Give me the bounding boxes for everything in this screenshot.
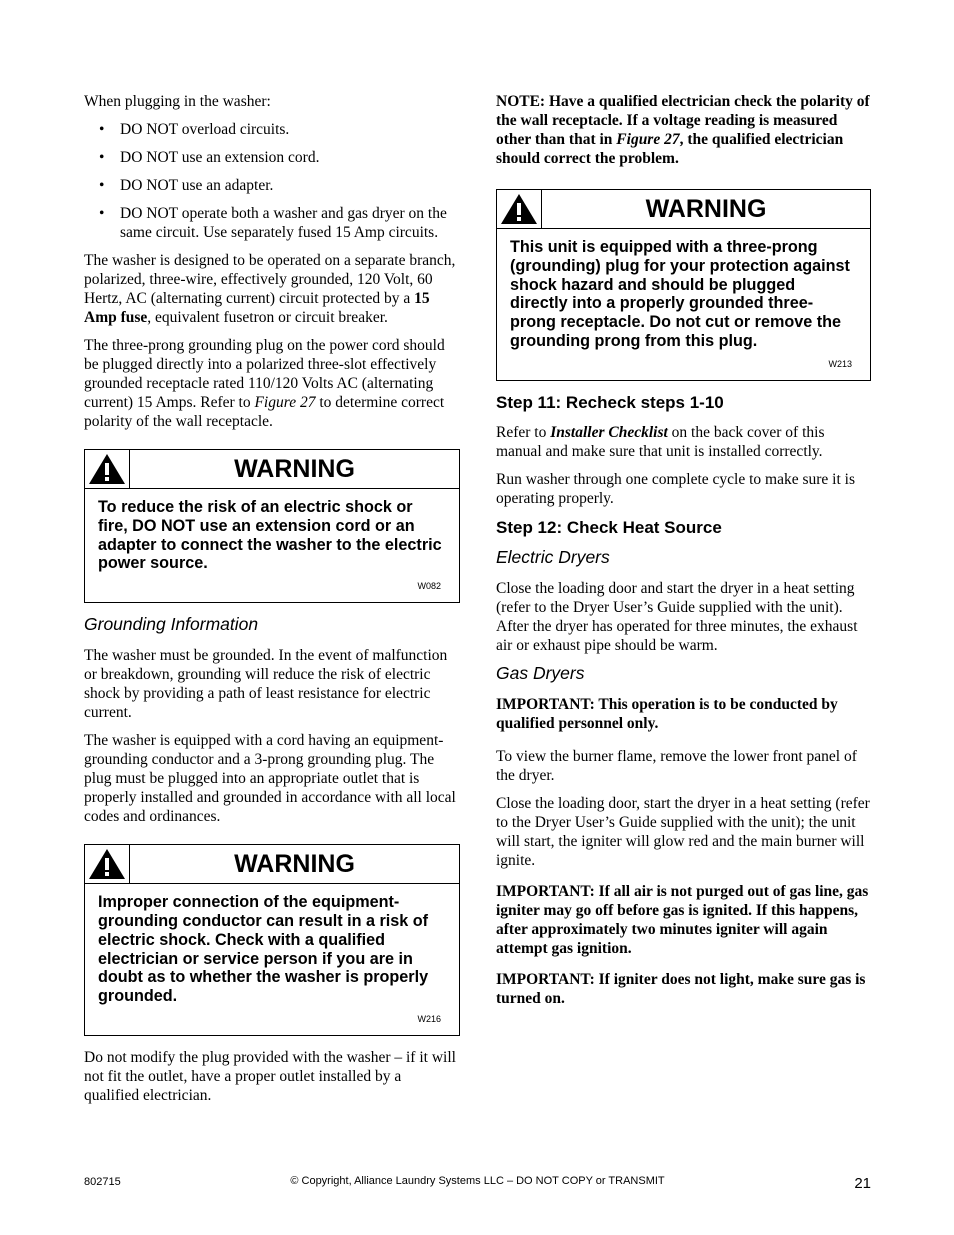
electric-dryers-heading: Electric Dryers bbox=[496, 546, 610, 567]
warning-triangle-icon bbox=[85, 845, 130, 883]
run-cycle-paragraph: Run washer through one complete cycle to make sure it is operating properly. bbox=[496, 470, 855, 507]
step-12-heading: Step 12: Check Heat Source bbox=[496, 517, 722, 537]
warning-box-three-prong bbox=[496, 189, 871, 381]
intro-text: When plugging in the washer: bbox=[84, 93, 271, 110]
bullet-icon: • bbox=[99, 121, 105, 138]
list-item: • DO NOT use an adapter. bbox=[99, 177, 274, 194]
warning-text: This unit is equipped with a three-prong (grounding) plug for your protection against shock hazard and should be plugged directly into a properly grounded three-prong receptacle. Do not cut or remove the grounding prong from this plug. bbox=[510, 238, 850, 350]
gas-dryers-heading: Gas Dryers bbox=[496, 662, 585, 683]
warning-triangle-icon bbox=[85, 450, 130, 488]
warning-triangle-icon bbox=[497, 190, 542, 228]
important-purge-note: IMPORTANT: If all air is not purged out of gas line, gas igniter may go off before gas is ignited. If this happens, after approximately two minutes igniter will again attempt gas ignition. bbox=[496, 882, 869, 957]
warning-box-extension-cord bbox=[84, 449, 460, 603]
document-number: 802715 bbox=[84, 1176, 121, 1188]
copyright-notice: © Copyright, Alliance Laundry Systems LLC – DO NOT COPY or TRANSMIT bbox=[290, 1175, 665, 1187]
warning-text: To reduce the risk of an electric shock or fire, DO NOT use an extension cord or an adapter to connect the washer to the electric power source. bbox=[98, 498, 442, 573]
warning-title: WARNING bbox=[645, 194, 767, 223]
electric-dryers-paragraph: Close the loading door and start the dryer in a heat setting (refer to the Dryer User’s Guide supplied with the unit). After the dryer has operated for three minutes, the exhaust air or exhaust pipe should be warm. bbox=[496, 579, 858, 654]
warning-title: WARNING bbox=[234, 849, 355, 878]
list-item: • DO NOT operate both a washer and gas dryer on the same circuit. Use separately fused 15 Amp circuits. bbox=[99, 205, 447, 241]
modify-plug-paragraph: Do not modify the plug provided with the washer – if it will not fit the outlet, have a proper outlet installed by a qualified electrician. bbox=[84, 1048, 456, 1104]
bullet-icon: • bbox=[99, 149, 105, 166]
circuit-paragraph: The washer is designed to be operated on a separate branch, polarized, three-wire, effectively grounded, 120 Volt, 60 Hertz, AC (alternating current) circuit protected by a 15 Amp fuse, equivalent fusetron or circuit breaker. bbox=[84, 252, 456, 326]
checklist-paragraph: Refer to Installer Checklist on the back cover of this manual and make sure that unit is installed correctly. bbox=[496, 423, 825, 460]
right-column bbox=[496, 92, 871, 1017]
burner-flame-paragraph: To view the burner flame, remove the lower front panel of the dryer. bbox=[496, 747, 857, 784]
grounding-paragraph: The washer must be grounded. In the event of malfunction or breakdown, grounding will reduce the risk of electric shock by providing a path of least resistance for electric current. bbox=[84, 647, 448, 722]
warning-code: W216 bbox=[417, 1013, 441, 1024]
polarity-note: NOTE: Have a qualified electrician check the polarity of the wall receptacle. If a voltage reading is measured other than that in Figure 27, the qualified electrician should correct the problem. bbox=[496, 93, 870, 167]
plugging-rules-list bbox=[84, 120, 460, 242]
bullet-icon: • bbox=[99, 205, 105, 222]
warning-code: W082 bbox=[417, 581, 441, 592]
important-qualified-note: IMPORTANT: This operation is to be conducted by qualified personnel only. bbox=[496, 695, 838, 732]
grounding-heading: Grounding Information bbox=[84, 614, 259, 635]
important-igniter-note: IMPORTANT: If igniter does not light, make sure gas is turned on. bbox=[496, 970, 866, 1007]
plug-paragraph: The three-prong grounding plug on the power cord should be plugged directly into a polarized three-slot effectively grounded receptacle rated 110/120 Volts AC (alternating current) 15 Amps. Refer to Figure 27 to determine correct polarity of the wall receptacle. bbox=[84, 337, 445, 430]
list-item: • DO NOT overload circuits. bbox=[99, 121, 290, 138]
cord-paragraph: The washer is equipped with a cord having an equipment-grounding conductor and a 3-prong grounding plug. The plug must be plugged into an appropriate outlet that is properly installed and grounded in accordance with all local codes and ordinances. bbox=[84, 732, 456, 826]
bullet-icon: • bbox=[99, 177, 105, 194]
warning-box-grounding bbox=[84, 844, 460, 1036]
igniter-paragraph: Close the loading door, start the dryer in a heat setting (refer to the Dryer User’s Guide supplied with the unit); the unit will start, the igniter will glow red and the main burner will ignite. bbox=[496, 794, 870, 869]
warning-code: W213 bbox=[828, 358, 852, 369]
list-item: • DO NOT use an extension cord. bbox=[99, 149, 320, 166]
step-11-heading: Step 11: Recheck steps 1-10 bbox=[496, 392, 724, 412]
warning-title: WARNING bbox=[234, 454, 355, 483]
warning-text: Improper connection of the equipment-grounding conductor can result in a risk of electric shock. Check with a qualified electrician or service person if you are in doubt as to whether the washer is properly grounded. bbox=[98, 893, 429, 1006]
left-column bbox=[84, 92, 460, 1114]
page-number: 21 bbox=[854, 1175, 871, 1192]
